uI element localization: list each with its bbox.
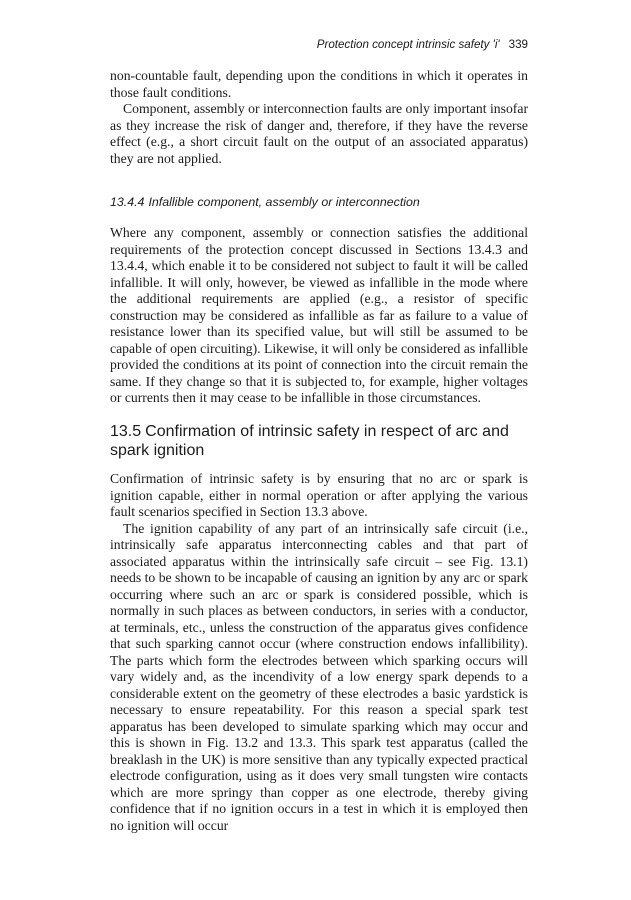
paragraph: non-countable fault, depending upon the conditions in which it operates in those fault conditions. — [110, 68, 528, 100]
text-block-confirmation — [110, 471, 528, 834]
paragraph: Component, assembly or interconnection faults are only important insofar as they increase the risk of danger and, therefore, if they have the reverse effect (e.g., a short circuit fault on the output of an associated apparatus) they are not applied. — [110, 101, 528, 166]
running-title: Protection concept intrinsic safety 'i' — [316, 38, 500, 51]
section-number: 13.5 — [110, 423, 142, 440]
subsection-heading — [110, 195, 528, 210]
subsection-number: 13.4.4 — [110, 195, 145, 209]
page-number: 339 — [508, 38, 528, 51]
paragraph: Confirmation of intrinsic safety is by ensuring that no arc or spark is ignition capable, either in normal operation or after applying the various fault scenarios specified in Section 13.3 above. — [110, 471, 528, 519]
text-block-fault-conditions — [110, 68, 528, 167]
section-title: Confirmation of intrinsic safety in respect of arc and spark ignition — [110, 423, 509, 459]
section-heading — [110, 422, 528, 460]
running-header — [100, 38, 528, 52]
paragraph: Where any component, assembly or connection satisfies the additional requirements of the protection concept discussed in Sections 13.4.3 and 13.4.4, which enable it to be considered not subject to fault it will be called infallible. It will only, however, be viewed as infallible in the mode where the additional requirements are applied (e.g., a resistor of specific construction may be considered as infallible as far as failure to a value of resistance lower than its specified value, but will still be assumed to be capable of open circuiting). Likewise, it will only be considered as infallible provided the conditions at its point of connection into the circuit remain the same. If they change so that it is subjected to, for example, higher voltages or currents then it may cease to be infallible in those circumstances. — [110, 225, 528, 405]
text-block-infallible — [110, 225, 528, 407]
subsection-title: Infallible component, assembly or interconnection — [148, 195, 420, 209]
paragraph: The ignition capability of any part of an intrinsically safe circuit (i.e., intrinsically safe apparatus interconnecting cables and that part of associated apparatus within the intrinsically safe circuit – see Fig. 13.1) needs to be shown to be incapable of causing an ignition by any arc or spark occurring where such an arc or spark is considered possible, which is normally in such places as between conductors, in series with a conductor, at terminals, etc., unless the construction of the apparatus gives confidence that such sparking cannot occur (where construction endows infallibility). The parts which form the electrodes between which sparking occurs will vary widely and, as the incendivity of a low energy spark depends to a considerable extent on the geometry of these electrodes a basic yardstick is necessary to ensure repeatability. For this reason a special spark test apparatus has been developed to simulate sparking which may occur and this is shown in Fig. 13.2 and 13.3. This spark test apparatus (called the breaklash in the UK) is more sensitive than any typically expected practical electrode configuration, using as it does very small tungsten wire contacts which are more springy than copper as one electrode, thereby giving confidence that if no ignition occurs in a test in which it is employed then no ignition will occur — [110, 520, 528, 833]
